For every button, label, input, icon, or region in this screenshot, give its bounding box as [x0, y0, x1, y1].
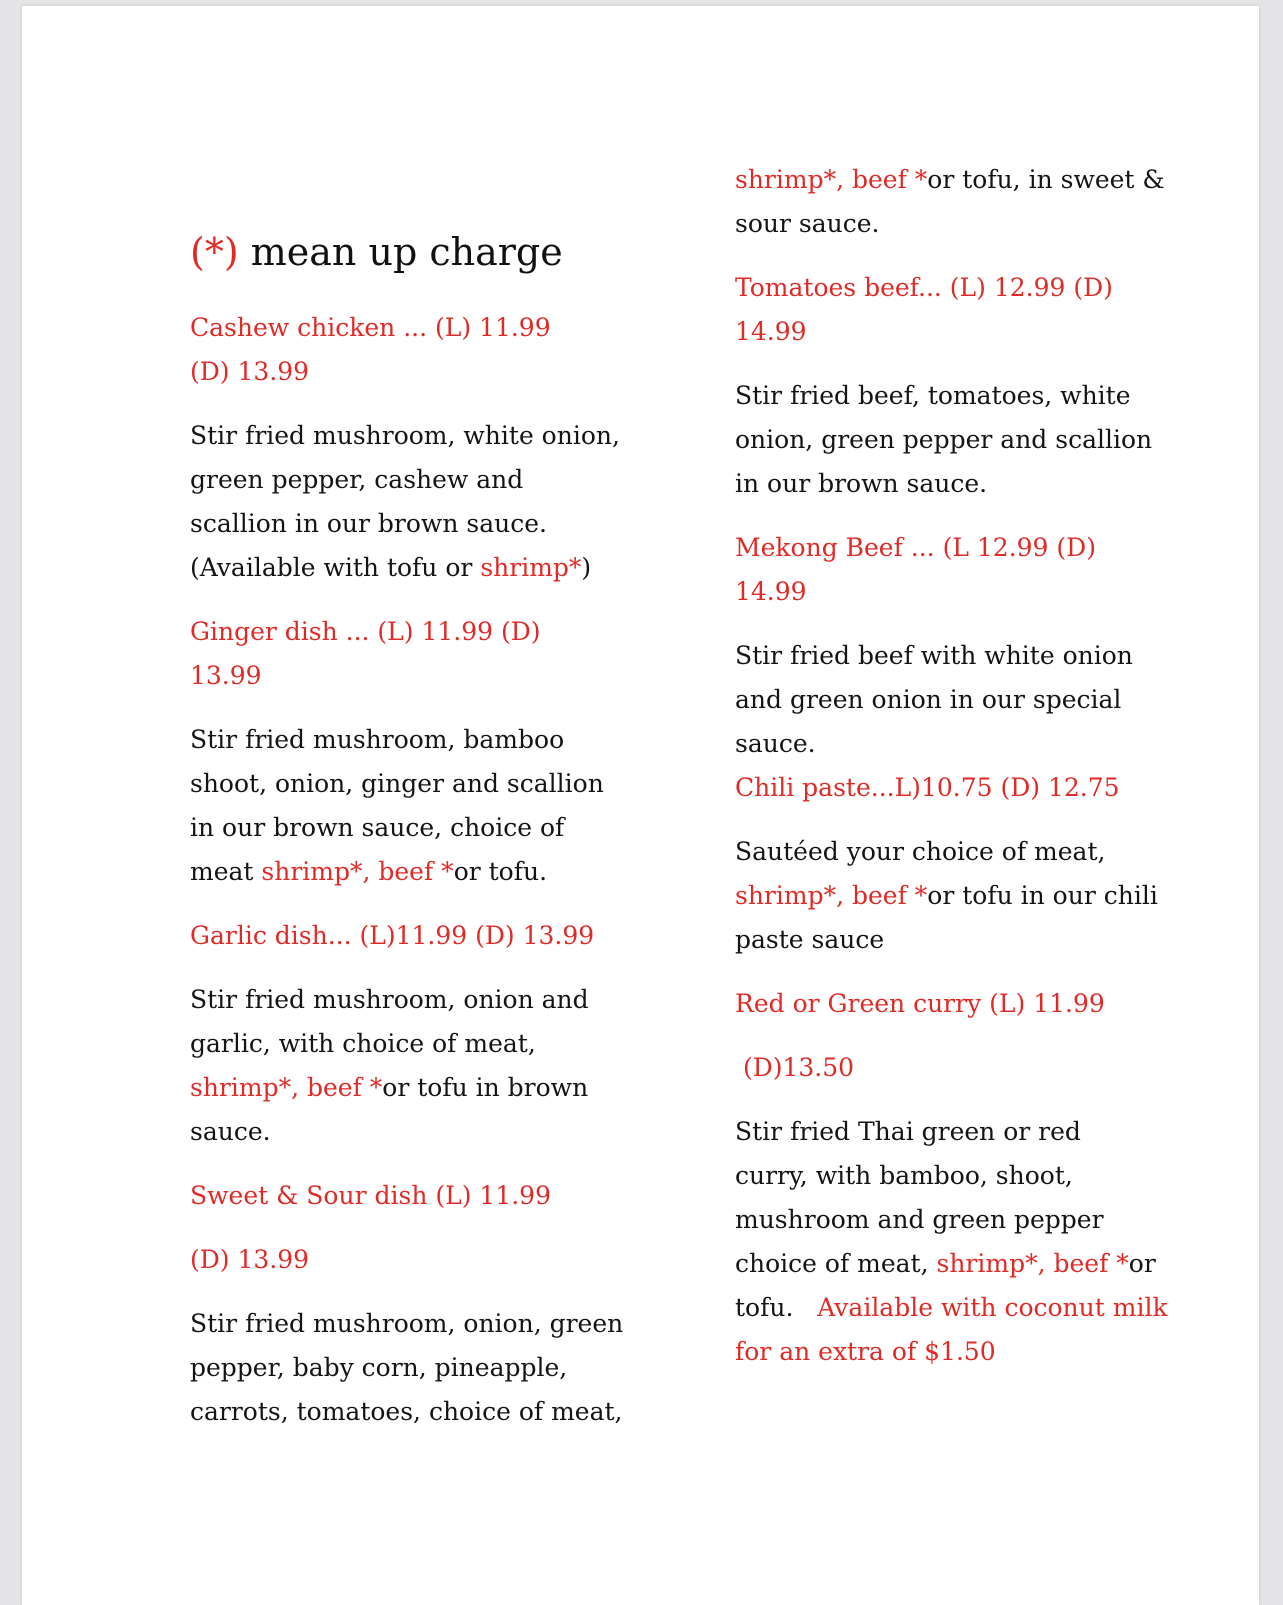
item-title-line: Cashew chicken ... (L) 11.99 — [190, 313, 551, 342]
item-title-line: Red or Green curry (L) 11.99 — [735, 989, 1105, 1018]
item-description — [190, 414, 620, 590]
desc-line: mushroom and green pepper — [735, 1205, 1104, 1234]
upcharge-text: shrimp*, beef * — [190, 1073, 383, 1102]
item-title — [735, 266, 1155, 354]
item-title-line: Chili paste...L)10.75 (D) 12.75 — [735, 773, 1120, 802]
desc-line: Stir fried mushroom, bamboo — [190, 725, 565, 754]
desc-line: onion, green pepper and scallion — [735, 425, 1153, 454]
item-title — [190, 306, 610, 394]
item-title-line: Tomatoes beef... (L) 12.99 (D) — [735, 273, 1113, 302]
desc-line: Stir fried beef with white onion — [735, 641, 1133, 670]
item-price-dinner: 14.99 — [735, 577, 807, 606]
item-description — [190, 978, 610, 1154]
desc-line: pepper, baby corn, pineapple, — [190, 1353, 568, 1382]
desc-line: sauce. — [735, 729, 816, 758]
desc-text: choice of meat, — [735, 1249, 929, 1278]
coconut-milk-note: Available with coconut milk — [817, 1293, 1168, 1322]
desc-line: sour sauce. — [735, 209, 880, 238]
desc-line: green pepper, cashew and — [190, 465, 524, 494]
menu-item-tomatoes-beef — [735, 266, 1155, 506]
desc-line: in our brown sauce. — [735, 469, 988, 498]
item-description — [735, 634, 1155, 766]
desc-line — [190, 850, 610, 894]
item-title — [735, 526, 1155, 614]
desc-line: sauce. — [190, 1117, 271, 1146]
desc-line: paste sauce — [735, 925, 885, 954]
menu-item-red-green-curry — [735, 982, 1168, 1374]
upcharge-text: shrimp*, beef * — [735, 881, 928, 910]
menu-item-cashew-chicken — [190, 306, 620, 590]
item-description — [190, 1302, 624, 1434]
desc-text: or tofu in brown — [382, 1073, 589, 1102]
desc-line: curry, with bamboo, shoot, — [735, 1161, 1073, 1190]
asterisk-note: (*) — [190, 230, 239, 274]
upcharge-text: shrimp*, beef * — [936, 1249, 1129, 1278]
item-description — [190, 718, 610, 894]
desc-text: or tofu, in sweet & — [927, 165, 1165, 194]
item-description — [735, 830, 1158, 962]
item-title-line: Sweet & Sour dish (L) 11.99 — [190, 1181, 551, 1210]
desc-text: ) — [581, 553, 592, 582]
desc-line: garlic, with choice of meat, — [190, 1029, 536, 1058]
upcharge-text: shrimp* — [480, 553, 582, 582]
item-title-line: Mekong Beef ... (L 12.99 (D) — [735, 533, 1096, 562]
desc-line: Sautéed your choice of meat, — [735, 837, 1106, 866]
item-title — [190, 1174, 610, 1282]
desc-line: scallion in our brown sauce. — [190, 509, 547, 538]
menu-page — [22, 6, 1259, 1605]
heading-text: mean up charge — [250, 230, 563, 274]
desc-line: and green onion in our special — [735, 685, 1122, 714]
desc-line: shoot, onion, ginger and scallion — [190, 769, 604, 798]
desc-line: Stir fried mushroom, onion and — [190, 985, 589, 1014]
upcharge-text: shrimp*, beef * — [735, 165, 928, 194]
menu-item-sweet-sour-continued — [735, 158, 1165, 246]
menu-item-sweet-sour-dish — [190, 1174, 624, 1434]
desc-line: in our brown sauce, choice of — [190, 813, 565, 842]
desc-text: meat — [190, 857, 254, 886]
item-price-dinner: (D) 13.99 — [190, 1245, 310, 1274]
desc-line: Stir fried mushroom, onion, green — [190, 1309, 624, 1338]
item-title — [735, 982, 1155, 1090]
desc-line: Stir fried Thai green or red — [735, 1117, 1081, 1146]
menu-column-right — [735, 158, 1168, 1374]
menu-item-garlic-dish — [190, 914, 610, 1154]
up-charge-heading — [190, 228, 563, 276]
desc-text: or tofu. — [453, 857, 548, 886]
menu-item-mekong-beef — [735, 526, 1155, 766]
item-title-line: Ginger dish ... (L) 11.99 (D) — [190, 617, 541, 646]
item-description — [735, 158, 1165, 246]
desc-line — [190, 1066, 610, 1110]
desc-line: Stir fried mushroom, white onion, — [190, 421, 620, 450]
desc-line: carrots, tomatoes, choice of meat, — [190, 1397, 623, 1426]
desc-text: or tofu in our chili — [927, 881, 1158, 910]
desc-line — [735, 874, 1158, 918]
desc-line — [735, 1286, 1168, 1330]
item-description — [735, 1110, 1168, 1374]
desc-text: (Available with tofu or — [190, 553, 473, 582]
item-price-dinner: (D)13.50 — [735, 1053, 855, 1082]
desc-line — [735, 158, 1165, 202]
desc-line — [190, 546, 610, 590]
item-price-dinner: 13.99 — [190, 661, 262, 690]
menu-item-ginger-dish — [190, 610, 610, 894]
item-price-dinner: (D) 13.99 — [190, 357, 310, 386]
desc-line — [735, 1242, 1155, 1286]
item-title — [190, 610, 610, 698]
desc-text: tofu. — [735, 1293, 794, 1322]
item-price-dinner: 14.99 — [735, 317, 807, 346]
menu-column-left — [190, 306, 624, 1434]
desc-line: Stir fried beef, tomatoes, white — [735, 381, 1131, 410]
desc-text: or — [1128, 1249, 1156, 1278]
upcharge-text: shrimp*, beef * — [261, 857, 454, 886]
coconut-milk-price: for an extra of $1.50 — [735, 1337, 996, 1366]
item-title — [735, 766, 1155, 810]
menu-item-chili-paste — [735, 766, 1158, 962]
item-title-line: Garlic dish... (L)11.99 (D) 13.99 — [190, 921, 595, 950]
item-title — [190, 914, 610, 958]
item-description — [735, 374, 1155, 506]
